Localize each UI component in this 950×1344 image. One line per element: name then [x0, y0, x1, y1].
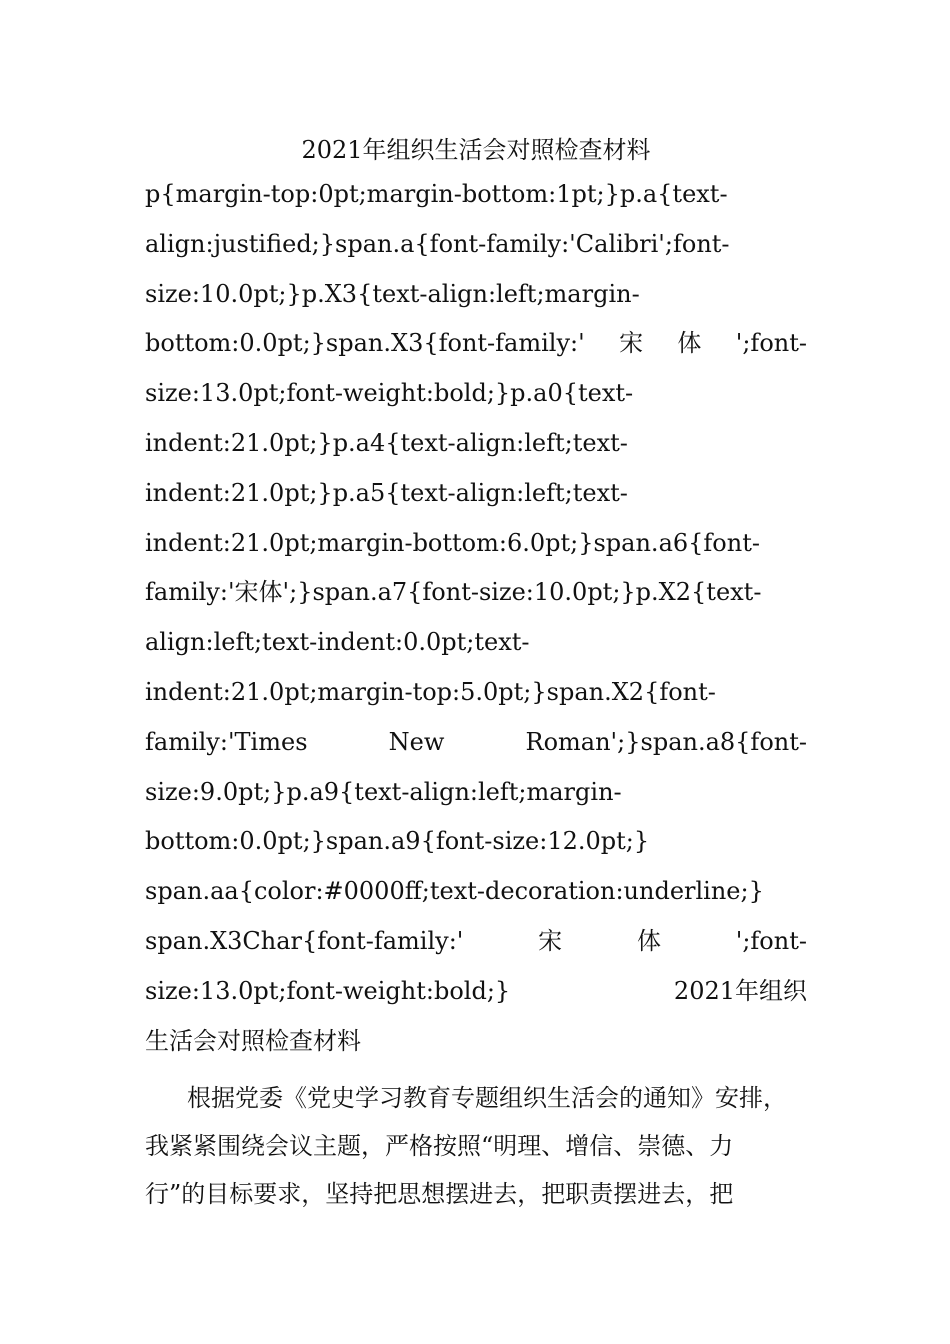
css-text-word: 体 — [677, 329, 702, 358]
css-text-word: span.X3Char{font-family:' — [145, 926, 464, 955]
css-text-line — [145, 718, 807, 768]
css-text-line: bottom:0.0pt;}span.a9{font-size:12.0pt;} — [145, 827, 650, 856]
css-text-line: align:left;text-indent:0.0pt;text- — [145, 628, 530, 657]
css-text-word: size:13.0pt;font-weight:bold;} — [145, 976, 511, 1005]
css-text-line — [145, 319, 807, 369]
document-title: 2021年组织生活会对照检查材料 — [301, 136, 651, 164]
css-text-line: indent:21.0pt;}p.a4{text-align:left;text- — [145, 428, 628, 457]
body-paragraph-line: 我紧紧围绕会议主题，严格按照“明理、增信、崇德、力 — [145, 1132, 734, 1161]
css-text-line — [145, 967, 807, 1017]
css-text-line: p{margin-top:0pt;margin-bottom:1pt;}p.a{text- — [145, 180, 728, 208]
css-text-word: Roman';}span.a8{font- — [525, 727, 807, 756]
css-text-line — [145, 917, 807, 967]
css-text-word: ';font- — [735, 329, 807, 358]
document-page — [145, 130, 807, 1218]
css-text-word: 2021年组织 — [673, 976, 807, 1005]
body-paragraph-line: 行”的目标要求，坚持把思想摆进去，把职责摆进去，把 — [145, 1180, 734, 1209]
css-text-word: family:'Times — [145, 727, 308, 756]
css-text-word: bottom:0.0pt;}span.X3{font-family:' — [145, 329, 585, 358]
css-text-line: size:10.0pt;}p.X3{text-align:left;margin- — [145, 279, 640, 308]
css-text-line: family:'宋体';}span.a7{font-size:10.0pt;}p.X2{text- — [145, 578, 762, 607]
css-text-line: span.aa{color:#0000ff;text-decoration:underline;} — [145, 877, 764, 906]
body-paragraph-line: 根据党委《党史学习教育专题组织生活会的通知》安排， — [187, 1084, 787, 1113]
css-text-word: ';font- — [735, 926, 807, 955]
css-text-line: indent:21.0pt;margin-top:5.0pt;}span.X2{font- — [145, 677, 716, 706]
css-text-word: 宋 — [538, 926, 563, 955]
css-text-block — [145, 170, 807, 1066]
css-text-line: indent:21.0pt;margin-bottom:6.0pt;}span.a6{font- — [145, 528, 760, 557]
css-text-line: size:9.0pt;}p.a9{text-align:left;margin- — [145, 777, 622, 806]
css-text-word: New — [388, 727, 445, 756]
css-text-line: size:13.0pt;font-weight:bold;}p.a0{text- — [145, 379, 634, 408]
body-text-block — [145, 1074, 807, 1218]
css-text-line: indent:21.0pt;}p.a5{text-align:left;text- — [145, 478, 628, 507]
css-text-word: 宋 — [619, 329, 644, 358]
css-text-line: 生活会对照检查材料 — [145, 1026, 361, 1055]
css-text-line: align:justified;}span.a{font-family:'Calibri';font- — [145, 229, 730, 258]
css-text-word: 体 — [636, 926, 661, 955]
